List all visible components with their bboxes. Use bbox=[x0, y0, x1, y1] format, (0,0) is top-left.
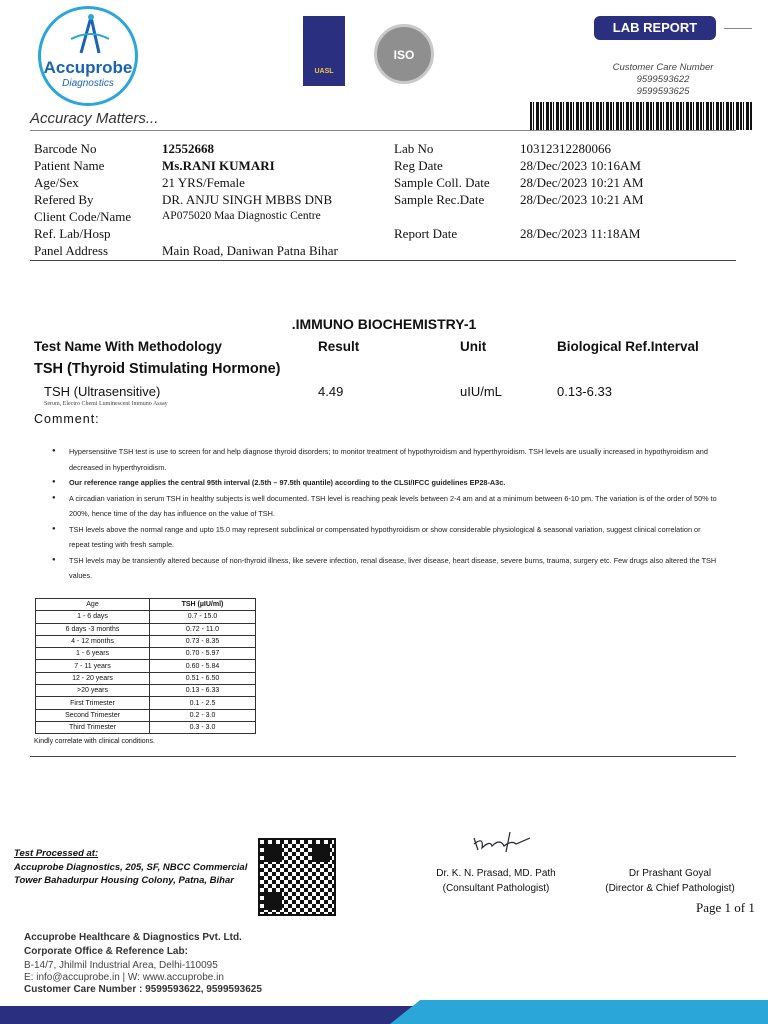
tsh-reference-table bbox=[35, 598, 256, 734]
comment-label: Comment: bbox=[34, 412, 100, 426]
corporate-office-label: Corporate Office & Reference Lab: bbox=[24, 946, 188, 957]
sample-rec-label: Sample Rec.Date bbox=[394, 192, 485, 207]
sample-coll-value: 28/Dec/2023 10:21 AM bbox=[520, 175, 644, 190]
patient-info-labels-right bbox=[394, 140, 490, 242]
note-item: ● TSH levels may be transiently altered because of non-thyroid illness, like severe infection, renal disease, liver disease, heart disease, severe burns, trauma, surgery etc. Few drugs also altered the TSH values. bbox=[52, 553, 718, 584]
client-value: AP075020 Maa Diagnostic Centre bbox=[162, 210, 321, 222]
signatory-2 bbox=[580, 866, 760, 896]
table-row: >20 years 0.13 - 6.33 bbox=[36, 685, 256, 697]
col-test-name: Test Name With Methodology bbox=[34, 339, 222, 354]
note-item: ● A circadian variation in serum TSH in healthy subjects is well documented. TSH level is reaching peak levels between 2-4 am and at a minimum between 6-10 pm. The variation is of the order of 50% to 200%, hence time of the day has influence on the value of TSH. bbox=[52, 491, 718, 522]
panel-address-label: Panel Address bbox=[34, 243, 109, 258]
lab-no-value: 10312312280066 bbox=[520, 141, 611, 156]
table-row: 7 - 11 years 0.60 - 5.84 bbox=[36, 660, 256, 672]
col-result: Result bbox=[318, 339, 360, 354]
comment-notes bbox=[52, 444, 718, 584]
company-name: Accuprobe Healthcare & Diagnostics Pvt. Ltd. bbox=[24, 932, 242, 943]
signatory-2-name: Dr Prashant Goyal bbox=[628, 868, 712, 879]
report-date-label: Report Date bbox=[394, 226, 458, 241]
test-group-title: TSH (Thyroid Stimulating Hormone) bbox=[34, 361, 281, 377]
signatory-1-role: (Consultant Pathologist) bbox=[442, 883, 550, 894]
table-row: Second Trimester 0.2 - 3.0 bbox=[36, 709, 256, 721]
client-label: Client Code/Name bbox=[34, 209, 132, 224]
ref-col-tsh: TSH (µIU/ml) bbox=[150, 599, 256, 611]
results-divider bbox=[30, 756, 736, 757]
patient-info-labels-left bbox=[34, 140, 131, 259]
header-divider bbox=[30, 130, 736, 131]
uasl-label: UASL bbox=[314, 68, 334, 75]
col-unit: Unit bbox=[460, 339, 487, 354]
logo-name: Accuprobe bbox=[43, 58, 133, 77]
signatory-2-role: (Director & Chief Pathologist) bbox=[605, 883, 735, 894]
reg-date-label: Reg Date bbox=[394, 158, 443, 173]
patient-info-values-left bbox=[162, 140, 338, 259]
ref-lab-label: Ref. Lab/Hosp bbox=[34, 226, 111, 241]
table-row: 6 days -3 months 0.72 - 11.0 bbox=[36, 623, 256, 635]
test-unit: uIU/mL bbox=[460, 384, 502, 399]
barcode-image bbox=[530, 102, 752, 130]
signatory-1-name: Dr. K. N. Prasad, MD. Path bbox=[436, 868, 556, 879]
barcode-label: Barcode No bbox=[34, 141, 97, 156]
sample-rec-value: 28/Dec/2023 10:21 AM bbox=[520, 192, 644, 207]
patient-info-values-right bbox=[520, 140, 644, 242]
iso-label: ISO bbox=[393, 48, 415, 62]
table-note: Kindly correlate with clinical conditions. bbox=[34, 738, 155, 745]
patient-name-label: Patient Name bbox=[34, 158, 105, 173]
note-item: ● Our reference range applies the central 95th interval (2.5th – 97.5th quantile) according to the CLSI/IFCC guidelines EP28-A3c. bbox=[52, 475, 718, 491]
panel-address-value: Main Road, Daniwan Patna Bihar bbox=[162, 243, 338, 258]
table-row: Third Trimester 0.3 - 3.0 bbox=[36, 721, 256, 733]
info-divider bbox=[30, 260, 736, 261]
iso-certified-seal bbox=[374, 24, 434, 84]
processed-address-2: Tower Bahadurpur Housing Colony, Patna, Bihar bbox=[14, 875, 234, 886]
age-sex-value: 21 YRS/Female bbox=[162, 175, 245, 190]
ref-lab-value bbox=[162, 225, 338, 242]
table-row: 1 - 6 days 0.7 - 15.0 bbox=[36, 611, 256, 623]
qr-code bbox=[258, 838, 336, 916]
uasl-accreditation-badge bbox=[303, 16, 345, 86]
referred-by-label: Refered By bbox=[34, 192, 94, 207]
processed-address-1: Accuprobe Diagnostics, 205, SF, NBCC Commercial bbox=[14, 862, 248, 873]
note-item: ● TSH levels above the normal range and upto 15.0 may represent subclinical or compensated hypothyroidism or show considerable physiological & seasonal variation, suggest clinical correlation or repeat testing with fresh sample. bbox=[52, 522, 718, 553]
tagline: Accuracy Matters... bbox=[30, 110, 159, 127]
lab-report-badge: LAB REPORT bbox=[594, 16, 716, 40]
signatory-1 bbox=[406, 866, 586, 896]
page-number: Page 1 of 1 bbox=[696, 900, 755, 915]
logo-figure-icon bbox=[41, 9, 135, 59]
referred-by-value: DR. ANJU SINGH MBBS DNB bbox=[162, 192, 333, 207]
barcode-value: 12552668 bbox=[162, 141, 214, 156]
reg-date-value: 28/Dec/2023 10:16AM bbox=[520, 158, 641, 173]
table-row: First Trimester 0.1 - 2.5 bbox=[36, 697, 256, 709]
test-name: TSH (Ultrasensitive) bbox=[44, 384, 161, 399]
age-sex-label: Age/Sex bbox=[34, 175, 79, 190]
logo-emblem bbox=[38, 6, 138, 106]
corporate-contact: E: info@accuprobe.in | W: www.accuprobe.in bbox=[24, 972, 224, 983]
table-row: 1 - 6 years 0.70 - 5.97 bbox=[36, 648, 256, 660]
patient-name-value: Ms.RANI KUMARI bbox=[162, 158, 275, 173]
test-ref-range: 0.13-6.33 bbox=[557, 384, 612, 399]
test-method: Serum, Electro Chemi Luminescent Immuno Assay bbox=[44, 401, 168, 407]
table-row: 12 - 20 years 0.51 - 6.50 bbox=[36, 672, 256, 684]
col-ref-interval: Biological Ref.Interval bbox=[557, 339, 699, 354]
signature-icon bbox=[470, 830, 534, 856]
lab-no-label: Lab No bbox=[394, 141, 434, 156]
processed-at-label: Test Processed at: bbox=[14, 848, 99, 859]
note-item: ● Hypersensitive TSH test is use to screen for and help diagnose thyroid disorders; to monitor treatment of hypothyroidism and hyperthyroidism. TSH levels are usually increased in hypothyroidism and decreased in hyperthyroidism. bbox=[52, 444, 718, 475]
test-result: 4.49 bbox=[318, 384, 344, 399]
corporate-address: B-14/7, Jhilmil Industrial Area, Delhi-110095 bbox=[24, 960, 218, 971]
logo-subtitle: Diagnostics bbox=[62, 78, 114, 89]
footer-band-light bbox=[390, 1000, 768, 1024]
customer-care-phone-2: 9599593625 bbox=[636, 86, 690, 97]
customer-care-phone-1: 9599593622 bbox=[636, 74, 690, 85]
customer-care-block bbox=[610, 62, 716, 98]
report-date-value: 28/Dec/2023 11:18AM bbox=[520, 226, 641, 241]
customer-care-label: Customer Care Number bbox=[612, 62, 714, 73]
ref-col-age: Age bbox=[36, 599, 150, 611]
table-row: 4 - 12 months 0.73 - 8.35 bbox=[36, 635, 256, 647]
sample-coll-label: Sample Coll. Date bbox=[394, 175, 490, 190]
footer-care-line: Customer Care Number : 9599593622, 9599593625 bbox=[24, 984, 262, 995]
section-title: .IMMUNO BIOCHEMISTRY-1 bbox=[291, 316, 477, 332]
badge-rule bbox=[724, 28, 752, 29]
